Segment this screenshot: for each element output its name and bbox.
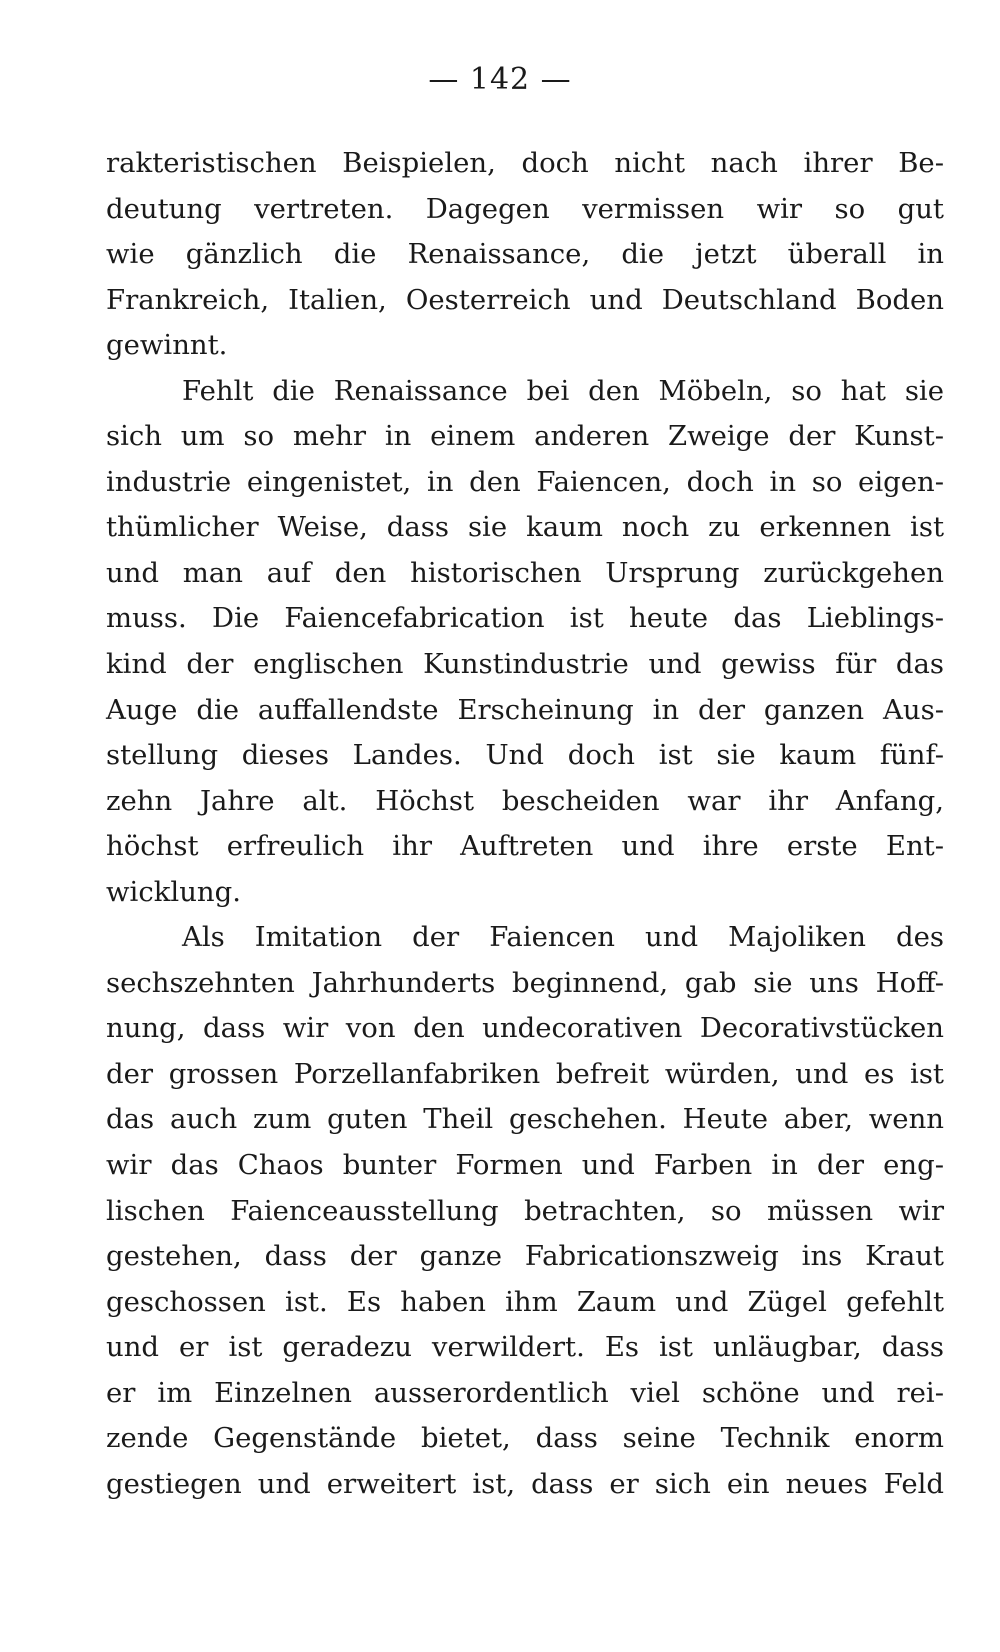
text-line: der grossen Porzellanfabriken befreit würden, und es ist xyxy=(106,1057,944,1090)
text-line: Als Imitation der Faiencen und Majoliken des xyxy=(182,921,944,954)
text-line: gestiegen und erweitert ist, dass er sich ein neues Feld xyxy=(106,1467,944,1500)
text-line: lischen Faienceausstellung betrachten, so müssen wir xyxy=(106,1194,944,1227)
page-number: — 142 — xyxy=(428,62,572,97)
text-line: und er ist geradezu verwildert. Es ist unläugbar, dass xyxy=(106,1331,944,1364)
text-line: Fehlt die Renaissance bei den Möbeln, so hat sie xyxy=(182,374,944,407)
text-line: er im Einzelnen ausserordentlich viel schöne und rei- xyxy=(106,1376,944,1409)
text-line: gestehen, dass der ganze Fabricationszweig ins Kraut xyxy=(106,1240,944,1273)
text-line: nung, dass wir von den undecorativen Decorativstücken xyxy=(106,1012,944,1045)
text-line: thümlicher Weise, dass sie kaum noch zu erkennen ist xyxy=(106,511,944,544)
text-line: sechszehnten Jahrhunderts beginnend, gab sie uns Hoff- xyxy=(106,966,944,999)
text-line: das auch zum guten Theil geschehen. Heute aber, wenn xyxy=(106,1103,944,1136)
text-line: gewinnt. xyxy=(106,329,228,362)
body-text xyxy=(106,141,944,1507)
text-line: zende Gegenstände bietet, dass seine Technik enorm xyxy=(106,1422,944,1455)
text-line: geschossen ist. Es haben ihm Zaum und Zügel gefehlt xyxy=(106,1285,944,1318)
text-line: Auge die auffallendste Erscheinung in der ganzen Aus- xyxy=(106,693,944,726)
text-line: rakteristischen Beispielen, doch nicht nach ihrer Be- xyxy=(106,147,944,179)
text-line: kind der englischen Kunstindustrie und gewiss für das xyxy=(106,648,944,681)
text-line: industrie eingenistet, in den Faiencen, doch in so eigen- xyxy=(106,465,944,498)
text-line: und man auf den historischen Ursprung zurückgehen xyxy=(106,556,944,589)
text-line: wicklung. xyxy=(106,875,241,908)
text-line: deutung vertreten. Dagegen vermissen wir so gut xyxy=(106,192,944,225)
text-line: sich um so mehr in einem anderen Zweige der Kunst- xyxy=(106,420,944,453)
text-line: muss. Die Faiencefabrication ist heute das Lieblings- xyxy=(106,602,944,635)
text-line: wir das Chaos bunter Formen und Farben in der eng- xyxy=(106,1149,944,1182)
text-line: stellung dieses Landes. Und doch ist sie kaum fünf- xyxy=(106,739,944,772)
text-line: Frankreich, Italien, Oesterreich und Deutschland Boden xyxy=(106,283,944,316)
text-line: zehn Jahre alt. Höchst bescheiden war ihr Anfang, xyxy=(106,784,944,817)
text-line: höchst erfreulich ihr Auftreten und ihre erste Ent- xyxy=(106,830,944,863)
text-line: wie gänzlich die Renaissance, die jetzt überall in xyxy=(106,238,944,271)
